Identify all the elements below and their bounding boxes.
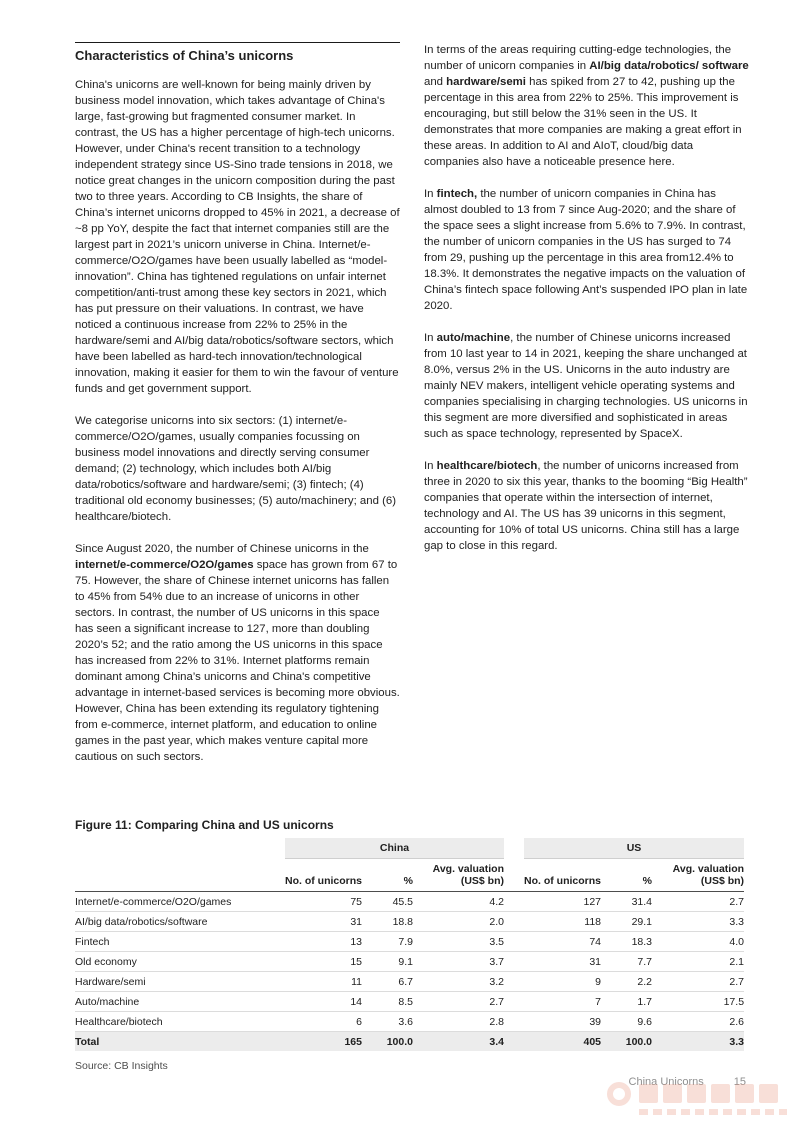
paragraph-technology: In terms of the areas requiring cutting-edge technologies, the number of unicorn companies in AI/big data/robotics/ software and hardware/semi has spiked from 27 to 42, pushing up the percentage in this area from 22% to 25%. This improvement is encouraging, but still below the 31% seen in the US. It demonstrates that more companies are making a great effort in these areas. In addition to AI and AIoT, cloud/big data companies also have a noticeable presence here. [424,44,749,168]
table-row [75,952,744,972]
group-gap-cell [504,992,524,1012]
group-header-china: China [285,838,504,859]
us-avg-valuation: 2.6 [652,1012,744,1032]
group-header-us: US [524,838,744,859]
watermark-glyph [759,1084,778,1103]
us-percent: 7.7 [601,952,652,972]
china-avg-valuation: 2.8 [413,1012,504,1032]
china-percent: 8.5 [362,992,413,1012]
china-no-of-unicorns: 6 [285,1012,362,1032]
us-avg-valuation: 2.7 [652,892,744,912]
figure-11-table [75,838,744,1051]
table-row [75,992,744,1012]
us-no-of-unicorns: 74 [524,932,601,952]
us-avg-valuation: 3.3 [652,1032,744,1052]
group-gap-cell [504,1032,524,1052]
column-header-category [75,859,285,892]
table-row [75,912,744,932]
china-percent: 3.6 [362,1012,413,1032]
column-header-us-pct: % [601,859,652,892]
body-columns [75,42,749,781]
watermark-circle [607,1082,631,1106]
group-header-row [75,838,744,859]
footer-doc-title: China Unicorns [628,1076,704,1088]
us-percent: 18.3 [601,932,652,952]
us-avg-valuation: 2.1 [652,952,744,972]
row-category: Healthcare/biotech [75,1012,285,1032]
figure-table-body [75,892,744,1052]
us-percent: 29.1 [601,912,652,932]
group-gap [504,838,524,859]
group-header-spacer [75,838,285,859]
us-avg-valuation: 4.0 [652,932,744,952]
paragraph-characteristics: China's unicorns are well-known for being mainly driven by business model innovation, which takes advantage of China's large, fast-growing but fragmented consumer market. In contrast, the US has a higher percentage of high-tech unicorns. However, under China's recent transition to a technology independent strategy since US-Sino trade tensions in 2018, we notice great changes in the unicorn composition during the past two to three years. According to CB Insights, the share of China’s internet unicorns dropped to 45% in 2021, a decrease of ~8 pp YoY, despite the fact that internet companies still are the largest part in 2021’s unicorn universe in China. Internet/e-commerce/O2O/games have been usually labelled as “model-innovation”. China has tightened regulations on unfair internet competition/anti-trust among these key sectors in 2021, which has put pressure on their valuations. In contrast, we have noticed a continuous increase from 22% to 25% in the hardware/semi and AI/big data/robotics/software sectors, which have been labelled as hard-tech innovation/technological innovation, making it easier for them to win the favour of venture funds and get government support. [75,79,400,395]
us-no-of-unicorns: 9 [524,972,601,992]
china-avg-valuation: 4.2 [413,892,504,912]
page-footer [629,1076,746,1088]
us-percent: 9.6 [601,1012,652,1032]
table-row [75,972,744,992]
us-percent: 2.2 [601,972,652,992]
figure-source: Source: CB Insights [75,1060,168,1072]
table-row [75,932,744,952]
column-header-china-val: Avg. valuation (US$ bn) [413,859,504,892]
china-no-of-unicorns: 31 [285,912,362,932]
table-total-row [75,1032,744,1052]
paragraph-healthcare: In healthcare/biotech, the number of unicorns increased from three in 2020 to six this year, thanks to the booming “Big Health” companies that operate within the intersection of internet, technology and AI. The US has 39 unicorns in this segment, accounting for 10% of total US unicorns. China still has a large gap to close in this regard. [424,460,748,552]
china-no-of-unicorns: 165 [285,1032,362,1052]
china-avg-valuation: 3.4 [413,1032,504,1052]
left-column [75,42,400,781]
right-column [424,42,749,781]
paragraph-auto: In auto/machine, the number of Chinese unicorns increased from 10 last year to 14 in 2021, keeping the share unchanged at 8.0%, versus 2% in the US. Unicorns in the auto industry are mainly NEV makers, intelligent vehicle operating systems and companies specialising in charging technologies. US unicorns in this segment are more diversified and sophisticated in areas such as space technology, represented by SpaceX. [424,332,748,440]
us-percent: 100.0 [601,1032,652,1052]
china-avg-valuation: 3.5 [413,932,504,952]
china-percent: 6.7 [362,972,413,992]
us-avg-valuation: 17.5 [652,992,744,1012]
china-no-of-unicorns: 14 [285,992,362,1012]
column-header-china-pct: % [362,859,413,892]
us-percent: 31.4 [601,892,652,912]
china-no-of-unicorns: 11 [285,972,362,992]
row-category: Hardware/semi [75,972,285,992]
footer-page-number: 15 [733,1076,746,1088]
column-header-us-no: No. of unicorns [524,859,601,892]
china-avg-valuation: 3.7 [413,952,504,972]
column-header-china-no: No. of unicorns [285,859,362,892]
figure-11 [75,818,744,1072]
china-percent: 9.1 [362,952,413,972]
china-avg-valuation: 2.7 [413,992,504,1012]
us-no-of-unicorns: 7 [524,992,601,1012]
china-percent: 45.5 [362,892,413,912]
row-category: Internet/e-commerce/O2O/games [75,892,285,912]
group-gap-cell [504,952,524,972]
paragraph-fintech: In fintech, the number of unicorn companies in China has almost doubled to 13 from 7 since Aug-2020; and the share of the space sees a slight increase from 5.6% to 7.9%. In contrast, the number of unicorn companies in the US has surged to 74 from 29, pushing up the percentage in this area from12.4% to 18.3%. It demonstrates the negative impacts on the valuation of China’s fintech space following Ant’s suspended IPO plan in late 2020. [424,188,748,312]
us-avg-valuation: 2.7 [652,972,744,992]
china-no-of-unicorns: 75 [285,892,362,912]
china-percent: 18.8 [362,912,413,932]
watermark-strip [639,1109,787,1115]
china-avg-valuation: 3.2 [413,972,504,992]
row-category: Total [75,1032,285,1052]
group-gap-cell [504,912,524,932]
paragraph-internet: Since August 2020, the number of Chinese unicorns in the internet/e-commerce/O2O/games space has grown from 67 to 75. However, the share of Chinese internet unicorns has fallen to 45% from 54% due to an increase of unicorns in other sectors. In contrast, the number of US unicorns in this space has seen a significant increase to 127, more than doubling 2020’s 52; and the ratio among the US unicorns in this space has increased from 22% to 31%. Internet platforms remain dominant among China’s unicorns and China's competitive advantage in internet-based services is becoming more obvious. However, China has been extending its regulatory tightening from e-commerce, internet platform, and education to online games in the past year, which makes venture capital more cautious on such sectors. [75,543,400,763]
figure-title: Figure 11: Comparing China and US unicorns [75,818,334,832]
group-gap-cell [504,892,524,912]
us-no-of-unicorns: 118 [524,912,601,932]
us-no-of-unicorns: 127 [524,892,601,912]
us-percent: 1.7 [601,992,652,1012]
us-avg-valuation: 3.3 [652,912,744,932]
us-no-of-unicorns: 39 [524,1012,601,1032]
row-category: Old economy [75,952,285,972]
section-heading: Characteristics of China’s unicorns [75,42,400,63]
group-gap-cell [504,932,524,952]
table-row [75,892,744,912]
group-gap-cell [504,972,524,992]
row-category: AI/big data/robotics/software [75,912,285,932]
column-header-row [75,859,744,892]
row-category: Auto/machine [75,992,285,1012]
china-no-of-unicorns: 13 [285,932,362,952]
china-avg-valuation: 2.0 [413,912,504,932]
china-no-of-unicorns: 15 [285,952,362,972]
table-row [75,1012,744,1032]
paragraph-sectors: We categorise unicorns into six sectors: (1) internet/e-commerce/O2O/games, usually companies focussing on business model innovations and directly serving consumer demand; (2) technology, which includes both AI/big data/robotics/software and hardware/semi; (3) fintech; (4) traditional old economy businesses; (5) auto/machinery; and (6) healthcare/biotech. [75,415,397,523]
column-header-gap [504,859,524,892]
us-no-of-unicorns: 405 [524,1032,601,1052]
row-category: Fintech [75,932,285,952]
column-header-us-val: Avg. valuation (US$ bn) [652,859,744,892]
china-percent: 100.0 [362,1032,413,1052]
group-gap-cell [504,1012,524,1032]
china-percent: 7.9 [362,932,413,952]
us-no-of-unicorns: 31 [524,952,601,972]
